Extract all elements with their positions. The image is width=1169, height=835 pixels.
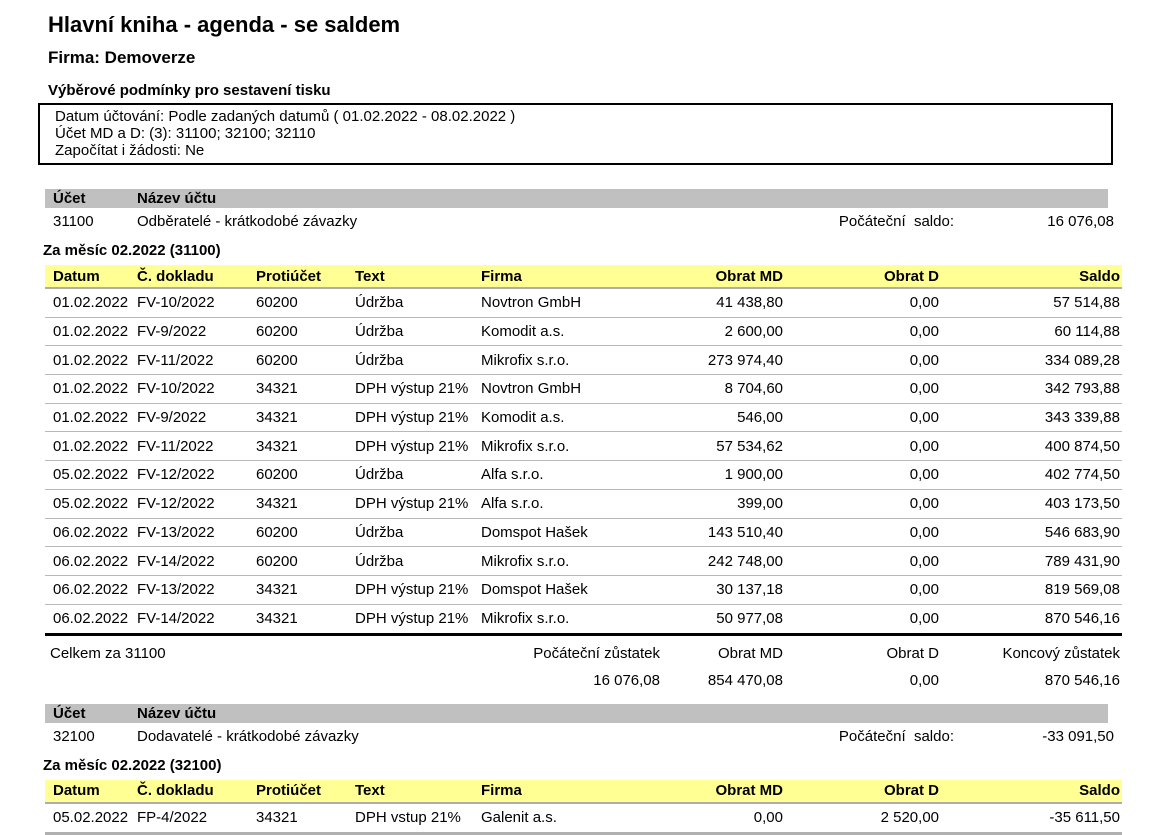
table-row bbox=[45, 605, 1122, 633]
cell-protiucet: 60200 bbox=[256, 351, 298, 369]
cell-datum: 01.02.2022 bbox=[53, 437, 129, 455]
cell-obrat-d: 0,00 bbox=[909, 380, 939, 398]
initial-saldo-value: -33 091,50 bbox=[1042, 727, 1114, 745]
totals-col-label-1: Obrat MD bbox=[717, 644, 783, 662]
cell-firma: Komodit a.s. bbox=[481, 409, 565, 427]
cell-doklad: FV-9/2022 bbox=[137, 409, 207, 427]
col-header-text: Text bbox=[355, 267, 385, 285]
cell-text: DPH výstup 21% bbox=[355, 495, 469, 513]
cell-datum: 05.02.2022 bbox=[53, 466, 129, 484]
cell-obrat-d: 0,00 bbox=[909, 323, 939, 341]
cell-protiucet: 60200 bbox=[256, 523, 298, 541]
cell-datum: 01.02.2022 bbox=[53, 409, 129, 427]
table-row bbox=[45, 318, 1122, 347]
cell-datum: 05.02.2022 bbox=[53, 809, 129, 827]
totals-value-2: 0,00 bbox=[909, 671, 939, 689]
cell-obrat-d: 2 520,00 bbox=[880, 809, 939, 827]
cell-obrat-d: 0,00 bbox=[909, 495, 939, 513]
col-header-firma: Firma bbox=[481, 267, 522, 285]
table-row bbox=[45, 519, 1122, 548]
totals-value-3: 870 546,16 bbox=[1044, 671, 1120, 689]
cell-saldo: 402 774,50 bbox=[1044, 466, 1120, 484]
cell-firma: Alfa s.r.o. bbox=[481, 495, 544, 513]
cell-doklad: FV-14/2022 bbox=[137, 552, 215, 570]
cell-datum: 06.02.2022 bbox=[53, 523, 129, 541]
month-heading: Za měsíc 02.2022 (31100) bbox=[43, 242, 221, 259]
cell-text: DPH vstup 21% bbox=[355, 809, 461, 827]
cell-obrat-md: 57 534,62 bbox=[716, 437, 783, 455]
col-header-obrat-md: Obrat MD bbox=[715, 267, 783, 285]
account-number: 31100 bbox=[53, 213, 94, 230]
cell-obrat-md: 242 748,00 bbox=[707, 552, 783, 570]
table-header-row bbox=[45, 780, 1122, 804]
table-row bbox=[45, 404, 1122, 433]
cell-datum: 06.02.2022 bbox=[53, 581, 129, 599]
cell-obrat-md: 273 974,40 bbox=[707, 351, 783, 369]
cell-text: DPH výstup 21% bbox=[355, 409, 469, 427]
cell-doklad: FV-11/2022 bbox=[137, 351, 214, 369]
cell-obrat-md: 50 977,08 bbox=[716, 610, 783, 628]
month-heading: Za měsíc 02.2022 (32100) bbox=[43, 756, 222, 774]
cell-text: Údržba bbox=[355, 466, 404, 484]
condition-line-date: Datum účtování: Podle zadaných datumů ( 01.02.2022 - 08.02.2022 ) bbox=[55, 108, 516, 125]
totals-values-spacer bbox=[45, 672, 362, 689]
cell-firma: Novtron GmbH bbox=[481, 294, 582, 312]
cell-doklad: FV-10/2022 bbox=[137, 294, 215, 312]
table-row bbox=[45, 346, 1122, 375]
cell-obrat-md: 41 438,80 bbox=[716, 294, 783, 312]
account-number: 32100 bbox=[53, 727, 95, 745]
cell-obrat-d: 0,00 bbox=[909, 610, 939, 628]
cell-saldo: -35 611,50 bbox=[1049, 809, 1120, 827]
cell-doklad: FP-4/2022 bbox=[137, 809, 208, 827]
cell-obrat-md: 143 510,40 bbox=[707, 523, 783, 541]
table-row bbox=[45, 576, 1122, 605]
account-name: Odběratelé - krátkodobé závazky bbox=[137, 213, 358, 230]
cell-obrat-d: 0,00 bbox=[909, 294, 939, 312]
cell-obrat-md: 399,00 bbox=[737, 495, 783, 513]
account-col-label: Účet bbox=[53, 190, 86, 207]
cell-doklad: FV-12/2022 bbox=[137, 495, 215, 513]
cell-saldo: 403 173,50 bbox=[1044, 495, 1120, 513]
cell-firma: Komodit a.s. bbox=[481, 323, 565, 341]
report-sections bbox=[45, 189, 1169, 835]
col-header-obrat-d: Obrat D bbox=[883, 782, 939, 800]
company-line: Firma: Demoverze bbox=[48, 48, 196, 67]
col-header-doklad: Č. dokladu bbox=[137, 782, 214, 800]
cell-saldo: 870 546,16 bbox=[1044, 610, 1120, 628]
cell-text: DPH výstup 21% bbox=[355, 610, 469, 628]
cell-firma: Domspot Hašek bbox=[481, 523, 588, 541]
cell-text: DPH výstup 21% bbox=[355, 437, 469, 455]
cell-firma: Mikrofix s.r.o. bbox=[481, 552, 570, 570]
col-header-saldo: Saldo bbox=[1079, 782, 1120, 800]
cell-datum: 01.02.2022 bbox=[53, 323, 129, 341]
account-name: Dodavatelé - krátkodobé závazky bbox=[137, 727, 359, 745]
cell-protiucet: 34321 bbox=[256, 809, 298, 827]
cell-obrat-md: 1 900,00 bbox=[724, 466, 783, 484]
cell-firma: Mikrofix s.r.o. bbox=[481, 610, 570, 628]
cell-protiucet: 34321 bbox=[256, 409, 298, 427]
totals-values-row bbox=[45, 662, 1122, 695]
totals-value-0: 16 076,08 bbox=[593, 671, 660, 689]
cell-text: Údržba bbox=[355, 552, 404, 570]
cell-obrat-md: 546,00 bbox=[737, 409, 783, 427]
cell-obrat-md: 2 600,00 bbox=[724, 323, 783, 341]
condition-line-accounts: Účet MD a D: (3): 31100; 32100; 32110 bbox=[55, 125, 316, 142]
conditions-heading: Výběrové podmínky pro sestavení tisku bbox=[48, 82, 331, 99]
cell-obrat-md: 8 704,60 bbox=[724, 380, 783, 398]
col-header-text: Text bbox=[355, 782, 385, 800]
cell-protiucet: 60200 bbox=[256, 323, 298, 341]
cell-doklad: FV-13/2022 bbox=[137, 523, 215, 541]
table-row bbox=[45, 804, 1122, 832]
cell-datum: 01.02.2022 bbox=[53, 380, 129, 398]
col-header-obrat-d: Obrat D bbox=[883, 267, 939, 285]
col-header-protiucet: Protiúčet bbox=[256, 267, 322, 285]
account-band-header bbox=[45, 189, 1108, 208]
table-row bbox=[45, 461, 1122, 490]
cell-obrat-d: 0,00 bbox=[909, 437, 939, 455]
cell-datum: 06.02.2022 bbox=[53, 610, 129, 628]
cell-text: DPH výstup 21% bbox=[355, 380, 469, 398]
account-summary-row bbox=[45, 208, 1122, 234]
totals-section-label: Celkem za 31100 bbox=[50, 644, 166, 662]
condition-line-requests: Započítat i žádosti: Ne bbox=[55, 142, 205, 159]
cell-protiucet: 34321 bbox=[256, 581, 298, 599]
cell-protiucet: 34321 bbox=[256, 610, 298, 628]
col-header-datum: Datum bbox=[53, 782, 100, 800]
cell-protiucet: 60200 bbox=[256, 552, 298, 570]
cell-datum: 01.02.2022 bbox=[53, 351, 129, 369]
cell-obrat-md: 0,00 bbox=[753, 809, 783, 827]
account-name-col-label: Název účtu bbox=[137, 704, 217, 722]
cell-datum: 01.02.2022 bbox=[53, 294, 129, 312]
col-header-doklad: Č. dokladu bbox=[137, 267, 214, 285]
cell-text: Údržba bbox=[355, 523, 404, 541]
table-row bbox=[45, 547, 1122, 576]
table-header-row bbox=[45, 265, 1122, 289]
cell-saldo: 546 683,90 bbox=[1044, 523, 1120, 541]
account-section bbox=[45, 704, 1169, 835]
account-summary-row bbox=[45, 723, 1122, 749]
cell-text: DPH výstup 21% bbox=[355, 581, 469, 599]
cell-saldo: 60 114,88 bbox=[1054, 323, 1120, 341]
cell-firma: Domspot Hašek bbox=[481, 581, 588, 599]
account-col-label: Účet bbox=[53, 704, 86, 722]
cell-protiucet: 60200 bbox=[256, 466, 298, 484]
cell-protiucet: 34321 bbox=[256, 495, 298, 513]
totals-col-label-2: Obrat D bbox=[886, 644, 939, 662]
cell-doklad: FV-11/2022 bbox=[137, 437, 214, 455]
cell-obrat-d: 0,00 bbox=[909, 466, 939, 484]
cell-obrat-d: 0,00 bbox=[909, 351, 939, 369]
col-header-protiucet: Protiúčet bbox=[256, 782, 322, 800]
cell-datum: 05.02.2022 bbox=[53, 495, 129, 513]
cell-protiucet: 34321 bbox=[256, 380, 298, 398]
table-row bbox=[45, 432, 1122, 461]
totals-labels-row bbox=[45, 636, 1122, 662]
cell-text: Údržba bbox=[355, 351, 404, 369]
cell-saldo: 400 874,50 bbox=[1044, 437, 1120, 455]
report-title: Hlavní kniha - agenda - se saldem bbox=[48, 12, 401, 37]
cell-doklad: FV-10/2022 bbox=[137, 380, 215, 398]
section-bottom-line bbox=[45, 832, 1122, 835]
cell-saldo: 342 793,88 bbox=[1044, 380, 1120, 398]
cell-obrat-d: 0,00 bbox=[909, 581, 939, 599]
cell-doklad: FV-12/2022 bbox=[137, 466, 215, 484]
cell-protiucet: 60200 bbox=[256, 294, 298, 312]
table-row bbox=[45, 289, 1122, 318]
cell-doklad: FV-13/2022 bbox=[137, 581, 215, 599]
cell-firma: Novtron GmbH bbox=[481, 380, 582, 398]
table-row bbox=[45, 490, 1122, 519]
cell-saldo: 57 514,88 bbox=[1053, 294, 1120, 312]
cell-obrat-md: 30 137,18 bbox=[716, 581, 783, 599]
col-header-saldo: Saldo bbox=[1079, 267, 1120, 285]
cell-text: Údržba bbox=[355, 294, 404, 312]
cell-saldo: 343 339,88 bbox=[1044, 409, 1120, 427]
initial-saldo-label: Počáteční saldo: bbox=[838, 213, 954, 230]
cell-obrat-d: 0,00 bbox=[909, 409, 939, 427]
table-row bbox=[45, 375, 1122, 404]
cell-saldo: 819 569,08 bbox=[1044, 581, 1120, 599]
account-section bbox=[45, 189, 1169, 695]
cell-firma: Galenit a.s. bbox=[481, 809, 557, 827]
account-name-col-label: Název účtu bbox=[137, 190, 217, 207]
col-header-firma: Firma bbox=[481, 782, 522, 800]
initial-saldo-label: Počáteční saldo: bbox=[838, 727, 954, 745]
col-header-datum: Datum bbox=[53, 267, 100, 285]
totals-col-label-3: Koncový zůstatek bbox=[1002, 644, 1120, 662]
cell-datum: 06.02.2022 bbox=[53, 552, 129, 570]
cell-doklad: FV-14/2022 bbox=[137, 610, 215, 628]
cell-obrat-d: 0,00 bbox=[909, 552, 939, 570]
col-header-obrat-md: Obrat MD bbox=[715, 782, 783, 800]
cell-firma: Mikrofix s.r.o. bbox=[481, 351, 570, 369]
cell-saldo: 789 431,90 bbox=[1044, 552, 1120, 570]
cell-obrat-d: 0,00 bbox=[909, 523, 939, 541]
conditions-box bbox=[38, 103, 1113, 165]
cell-text: Údržba bbox=[355, 323, 404, 341]
totals-value-1: 854 470,08 bbox=[707, 671, 783, 689]
cell-saldo: 334 089,28 bbox=[1044, 351, 1120, 369]
cell-doklad: FV-9/2022 bbox=[137, 323, 207, 341]
cell-protiucet: 34321 bbox=[256, 437, 298, 455]
cell-firma: Alfa s.r.o. bbox=[481, 466, 544, 484]
account-band-header bbox=[45, 704, 1108, 723]
cell-firma: Mikrofix s.r.o. bbox=[481, 437, 570, 455]
initial-saldo-value: 16 076,08 bbox=[1047, 213, 1114, 230]
totals-col-label-0: Počáteční zůstatek bbox=[533, 644, 660, 662]
